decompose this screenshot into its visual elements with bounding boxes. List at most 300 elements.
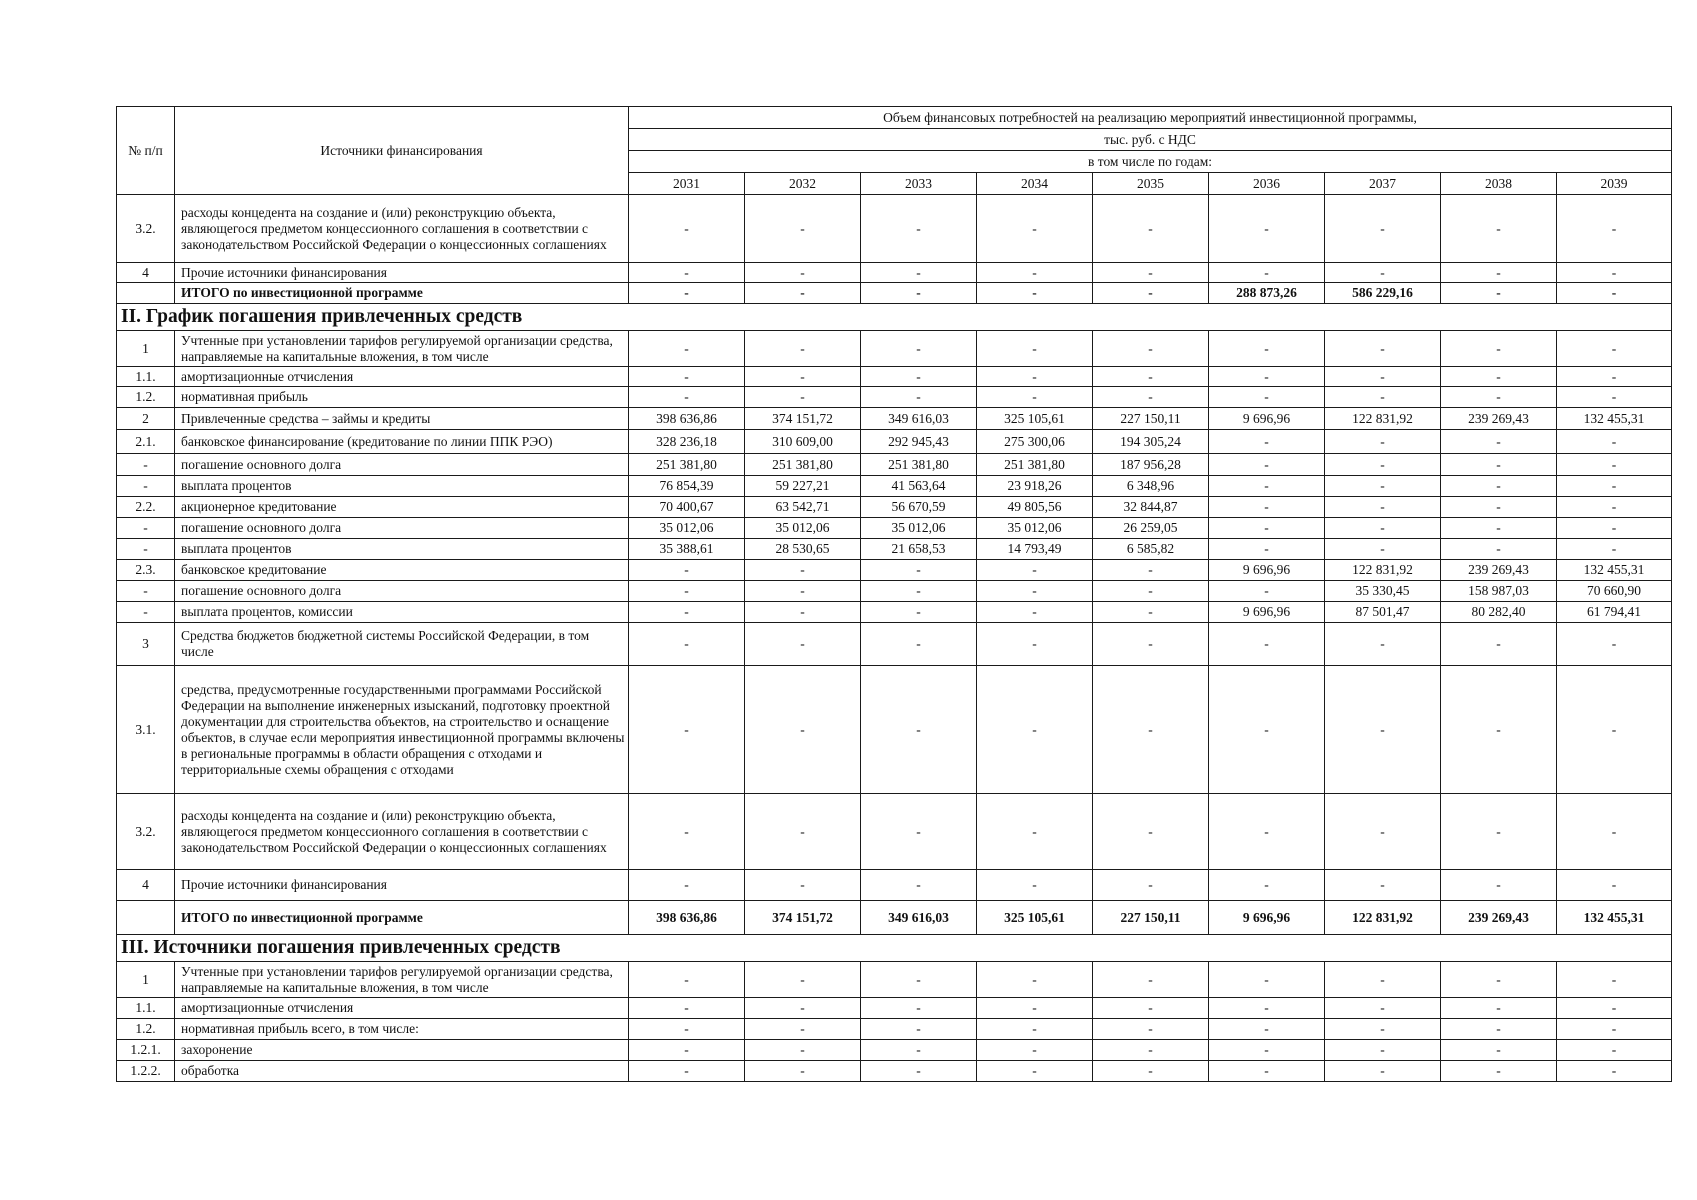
value-cell: - — [629, 283, 745, 304]
row-number — [117, 283, 175, 304]
value-cell: - — [1325, 998, 1441, 1019]
value-cell: - — [977, 263, 1093, 283]
value-cell: - — [1325, 539, 1441, 560]
row-source-name: нормативная прибыль всего, в том числе: — [175, 1019, 629, 1040]
value-cell: - — [1209, 794, 1325, 870]
row-source-name: средства, предусмотренные государственными программами Российской Федерации на выполнение инженерных изысканий, подготовку проектной документации для строительства объектов, на строительство и оснащение объектов, в случае если мероприятия инвестиционной программы включены в региональные программы в области обращения с отходами и территориальные схемы обращения с отходами — [175, 666, 629, 794]
value-cell: - — [977, 794, 1093, 870]
value-cell: - — [1093, 283, 1209, 304]
value-cell: - — [977, 623, 1093, 666]
value-cell: - — [745, 283, 861, 304]
value-cell: - — [1325, 367, 1441, 387]
value-cell: - — [1209, 263, 1325, 283]
row-number: - — [117, 454, 175, 476]
row-source-name: погашение основного долга — [175, 454, 629, 476]
table-row — [117, 602, 1672, 623]
value-cell: - — [861, 962, 977, 998]
row-number: 1.2.1. — [117, 1040, 175, 1061]
value-cell: - — [1325, 497, 1441, 518]
value-cell: - — [977, 560, 1093, 581]
table-row — [117, 581, 1672, 602]
row-source-name: погашение основного долга — [175, 581, 629, 602]
value-cell: - — [629, 387, 745, 408]
value-cell: - — [1093, 998, 1209, 1019]
value-cell: - — [1441, 387, 1557, 408]
value-cell: - — [1325, 518, 1441, 539]
value-cell: 9 696,96 — [1209, 901, 1325, 935]
value-cell: - — [861, 666, 977, 794]
row-source-name: выплата процентов — [175, 539, 629, 560]
table-row — [117, 195, 1672, 263]
total-row — [117, 283, 1672, 304]
value-cell: - — [1441, 1061, 1557, 1082]
value-cell: - — [861, 1019, 977, 1040]
value-cell: 251 381,80 — [629, 454, 745, 476]
value-cell: 374 151,72 — [745, 901, 861, 935]
value-cell: - — [629, 962, 745, 998]
value-cell: - — [1093, 870, 1209, 901]
value-cell: 6 348,96 — [1093, 476, 1209, 497]
value-cell: - — [629, 263, 745, 283]
value-cell: 239 269,43 — [1441, 901, 1557, 935]
value-cell: - — [861, 387, 977, 408]
value-cell: - — [977, 387, 1093, 408]
row-source-name: ИТОГО по инвестиционной программе — [175, 283, 629, 304]
row-source-name: Средства бюджетов бюджетной системы Российской Федерации, в том числе — [175, 623, 629, 666]
header-col-source: Источники финансирования — [175, 107, 629, 195]
value-cell: - — [1557, 998, 1672, 1019]
value-cell: 6 585,82 — [1093, 539, 1209, 560]
value-cell: - — [629, 870, 745, 901]
total-row — [117, 901, 1672, 935]
value-cell: - — [1209, 367, 1325, 387]
value-cell: - — [745, 794, 861, 870]
value-cell: - — [1557, 623, 1672, 666]
value-cell: - — [1325, 263, 1441, 283]
table-row — [117, 870, 1672, 901]
value-cell: 9 696,96 — [1209, 408, 1325, 430]
value-cell: 35 012,06 — [629, 518, 745, 539]
value-cell: - — [1209, 581, 1325, 602]
row-source-name: выплата процентов — [175, 476, 629, 497]
value-cell: - — [745, 602, 861, 623]
row-number: 1.1. — [117, 998, 175, 1019]
value-cell: - — [861, 581, 977, 602]
value-cell: - — [861, 602, 977, 623]
value-cell: 251 381,80 — [861, 454, 977, 476]
value-cell: 251 381,80 — [745, 454, 861, 476]
value-cell: - — [1093, 666, 1209, 794]
value-cell: 275 300,06 — [977, 430, 1093, 454]
header-year: 2034 — [977, 173, 1093, 195]
value-cell: - — [977, 666, 1093, 794]
value-cell: - — [977, 283, 1093, 304]
value-cell: - — [1209, 998, 1325, 1019]
value-cell: - — [1441, 497, 1557, 518]
value-cell: - — [1209, 666, 1325, 794]
value-cell: 35 388,61 — [629, 539, 745, 560]
table-row — [117, 1019, 1672, 1040]
value-cell: 122 831,92 — [1325, 901, 1441, 935]
value-cell: - — [1209, 1040, 1325, 1061]
value-cell: - — [1209, 518, 1325, 539]
value-cell: 239 269,43 — [1441, 408, 1557, 430]
value-cell: 349 616,03 — [861, 408, 977, 430]
table-row — [117, 331, 1672, 367]
value-cell: - — [1093, 331, 1209, 367]
section-title: II. График погашения привлеченных средств — [117, 304, 1672, 331]
value-cell: 9 696,96 — [1209, 560, 1325, 581]
value-cell: 251 381,80 — [977, 454, 1093, 476]
value-cell: - — [629, 367, 745, 387]
value-cell: - — [629, 998, 745, 1019]
value-cell: - — [745, 666, 861, 794]
value-cell: - — [977, 998, 1093, 1019]
value-cell: 14 793,49 — [977, 539, 1093, 560]
header-year: 2039 — [1557, 173, 1672, 195]
value-cell: - — [1325, 1019, 1441, 1040]
row-number: - — [117, 581, 175, 602]
row-number: 1 — [117, 331, 175, 367]
value-cell: - — [1441, 1019, 1557, 1040]
value-cell: 35 012,06 — [861, 518, 977, 539]
header-title-line3: в том числе по годам: — [629, 151, 1672, 173]
value-cell: 194 305,24 — [1093, 430, 1209, 454]
value-cell: - — [1209, 962, 1325, 998]
row-number: 1 — [117, 962, 175, 998]
value-cell: - — [1093, 1061, 1209, 1082]
value-cell: - — [1557, 962, 1672, 998]
value-cell: 328 236,18 — [629, 430, 745, 454]
value-cell: - — [745, 1061, 861, 1082]
value-cell: 61 794,41 — [1557, 602, 1672, 623]
value-cell: 227 150,11 — [1093, 408, 1209, 430]
value-cell: 63 542,71 — [745, 497, 861, 518]
row-number: 2 — [117, 408, 175, 430]
value-cell: 80 282,40 — [1441, 602, 1557, 623]
value-cell: - — [1557, 387, 1672, 408]
value-cell: - — [1557, 1061, 1672, 1082]
header-year: 2032 — [745, 173, 861, 195]
row-source-name: обработка — [175, 1061, 629, 1082]
value-cell: - — [1093, 560, 1209, 581]
value-cell: 132 455,31 — [1557, 408, 1672, 430]
value-cell: - — [745, 623, 861, 666]
value-cell: - — [1093, 195, 1209, 263]
value-cell: - — [1557, 367, 1672, 387]
header-year: 2033 — [861, 173, 977, 195]
row-source-name: банковское кредитование — [175, 560, 629, 581]
row-number — [117, 901, 175, 935]
value-cell: - — [1557, 539, 1672, 560]
row-source-name: амортизационные отчисления — [175, 998, 629, 1019]
value-cell: - — [745, 331, 861, 367]
value-cell: - — [861, 1061, 977, 1082]
value-cell: 374 151,72 — [745, 408, 861, 430]
value-cell: - — [1209, 476, 1325, 497]
value-cell: - — [1441, 794, 1557, 870]
value-cell: - — [861, 794, 977, 870]
table-row — [117, 560, 1672, 581]
value-cell: - — [977, 367, 1093, 387]
value-cell: 35 012,06 — [977, 518, 1093, 539]
value-cell: - — [745, 962, 861, 998]
value-cell: - — [1441, 1040, 1557, 1061]
row-source-name: выплата процентов, комиссии — [175, 602, 629, 623]
value-cell: - — [745, 1040, 861, 1061]
value-cell: - — [1557, 454, 1672, 476]
table-row — [117, 794, 1672, 870]
value-cell: - — [1325, 794, 1441, 870]
value-cell: - — [1325, 195, 1441, 263]
value-cell: - — [1209, 870, 1325, 901]
value-cell: - — [861, 560, 977, 581]
value-cell: - — [1557, 794, 1672, 870]
table-row — [117, 408, 1672, 430]
value-cell: - — [1557, 476, 1672, 497]
value-cell: 227 150,11 — [1093, 901, 1209, 935]
value-cell: 87 501,47 — [1325, 602, 1441, 623]
row-number: 2.1. — [117, 430, 175, 454]
value-cell: 56 670,59 — [861, 497, 977, 518]
row-number: 3.1. — [117, 666, 175, 794]
table-row — [117, 998, 1672, 1019]
row-number: 2.3. — [117, 560, 175, 581]
value-cell: - — [629, 1040, 745, 1061]
value-cell: - — [1441, 476, 1557, 497]
row-number: 1.2. — [117, 1019, 175, 1040]
row-source-name: погашение основного долга — [175, 518, 629, 539]
table-row — [117, 430, 1672, 454]
value-cell: - — [977, 195, 1093, 263]
value-cell: - — [1093, 1040, 1209, 1061]
row-number: - — [117, 539, 175, 560]
value-cell: 70 660,90 — [1557, 581, 1672, 602]
value-cell: - — [629, 195, 745, 263]
row-number: 1.2. — [117, 387, 175, 408]
table-row — [117, 387, 1672, 408]
row-number: 3.2. — [117, 195, 175, 263]
row-number: 1.2.2. — [117, 1061, 175, 1082]
value-cell: - — [1557, 1040, 1672, 1061]
row-number: 3 — [117, 623, 175, 666]
value-cell: - — [1325, 623, 1441, 666]
value-cell: 35 012,06 — [745, 518, 861, 539]
value-cell: 292 945,43 — [861, 430, 977, 454]
row-source-name: Прочие источники финансирования — [175, 263, 629, 283]
value-cell: 41 563,64 — [861, 476, 977, 497]
value-cell: - — [1441, 454, 1557, 476]
value-cell: - — [1557, 430, 1672, 454]
value-cell: 70 400,67 — [629, 497, 745, 518]
value-cell: 23 918,26 — [977, 476, 1093, 497]
header-title-line2: тыс. руб. с НДС — [629, 129, 1672, 151]
value-cell: - — [977, 870, 1093, 901]
value-cell: - — [1209, 1061, 1325, 1082]
value-cell: - — [1557, 195, 1672, 263]
row-source-name: акционерное кредитование — [175, 497, 629, 518]
table-row — [117, 518, 1672, 539]
value-cell: 21 658,53 — [861, 539, 977, 560]
value-cell: - — [1209, 195, 1325, 263]
section-title: III. Источники погашения привлеченных средств — [117, 935, 1672, 962]
table-header — [117, 107, 1672, 195]
value-cell: - — [745, 581, 861, 602]
row-source-name: нормативная прибыль — [175, 387, 629, 408]
value-cell: - — [1441, 331, 1557, 367]
row-source-name: Учтенные при установлении тарифов регулируемой организации средства, направляемые на капитальные вложения, в том числе — [175, 331, 629, 367]
value-cell: - — [1441, 666, 1557, 794]
header-year: 2031 — [629, 173, 745, 195]
header-col-number: № п/п — [117, 107, 175, 195]
value-cell: - — [977, 331, 1093, 367]
value-cell: - — [1325, 1040, 1441, 1061]
value-cell: - — [1441, 263, 1557, 283]
row-source-name: расходы концедента на создание и (или) реконструкцию объекта, являющегося предметом концессионного соглашения в соответствии с законодательством Российской Федерации о концессионных соглашениях — [175, 195, 629, 263]
table-row — [117, 1040, 1672, 1061]
value-cell: - — [1209, 539, 1325, 560]
value-cell: - — [1093, 623, 1209, 666]
row-number: 4 — [117, 263, 175, 283]
table-row — [117, 454, 1672, 476]
value-cell: - — [977, 1040, 1093, 1061]
value-cell: 349 616,03 — [861, 901, 977, 935]
value-cell: - — [1557, 331, 1672, 367]
row-number: 3.2. — [117, 794, 175, 870]
value-cell: - — [1557, 518, 1672, 539]
value-cell: - — [1093, 581, 1209, 602]
value-cell: - — [1209, 497, 1325, 518]
value-cell: - — [861, 1040, 977, 1061]
value-cell: 310 609,00 — [745, 430, 861, 454]
value-cell: - — [745, 195, 861, 263]
value-cell: - — [861, 331, 977, 367]
table-row — [117, 623, 1672, 666]
table-row — [117, 1061, 1672, 1082]
table-row — [117, 962, 1672, 998]
value-cell: - — [1093, 962, 1209, 998]
section-3-heading — [117, 935, 1672, 962]
row-source-name: ИТОГО по инвестиционной программе — [175, 901, 629, 935]
value-cell: - — [1093, 387, 1209, 408]
value-cell: - — [629, 666, 745, 794]
table-row — [117, 367, 1672, 387]
row-source-name: Привлеченные средства – займы и кредиты — [175, 408, 629, 430]
value-cell: - — [629, 794, 745, 870]
value-cell: 32 844,87 — [1093, 497, 1209, 518]
value-cell: 9 696,96 — [1209, 602, 1325, 623]
investment-program-table-page — [116, 106, 1671, 1082]
value-cell: - — [745, 367, 861, 387]
value-cell: - — [1325, 454, 1441, 476]
header-year: 2037 — [1325, 173, 1441, 195]
value-cell: - — [1441, 623, 1557, 666]
value-cell: - — [629, 331, 745, 367]
value-cell: - — [1557, 870, 1672, 901]
value-cell: - — [1441, 998, 1557, 1019]
value-cell: - — [1325, 870, 1441, 901]
value-cell: 132 455,31 — [1557, 901, 1672, 935]
row-number: - — [117, 518, 175, 539]
value-cell: - — [977, 962, 1093, 998]
table-row — [117, 666, 1672, 794]
value-cell: - — [1325, 430, 1441, 454]
value-cell: - — [1209, 331, 1325, 367]
value-cell: - — [745, 387, 861, 408]
value-cell: 586 229,16 — [1325, 283, 1441, 304]
header-year: 2036 — [1209, 173, 1325, 195]
value-cell: 35 330,45 — [1325, 581, 1441, 602]
value-cell: 122 831,92 — [1325, 560, 1441, 581]
value-cell: - — [745, 1019, 861, 1040]
value-cell: - — [629, 602, 745, 623]
value-cell: - — [977, 1019, 1093, 1040]
row-source-name: захоронение — [175, 1040, 629, 1061]
value-cell: - — [1557, 283, 1672, 304]
value-cell: - — [1441, 283, 1557, 304]
value-cell: - — [1325, 1061, 1441, 1082]
value-cell: - — [861, 367, 977, 387]
value-cell: - — [629, 1061, 745, 1082]
value-cell: 325 105,61 — [977, 901, 1093, 935]
value-cell: - — [745, 998, 861, 1019]
table-row — [117, 263, 1672, 283]
value-cell: - — [861, 623, 977, 666]
value-cell: - — [1325, 476, 1441, 497]
row-source-name: банковское финансирование (кредитование по линии ППК РЭО) — [175, 430, 629, 454]
row-number: 2.2. — [117, 497, 175, 518]
row-source-name: амортизационные отчисления — [175, 367, 629, 387]
row-number: - — [117, 602, 175, 623]
value-cell: - — [1441, 195, 1557, 263]
value-cell: - — [1441, 518, 1557, 539]
value-cell: - — [1209, 454, 1325, 476]
value-cell: - — [1325, 962, 1441, 998]
row-number: - — [117, 476, 175, 497]
value-cell: - — [1441, 870, 1557, 901]
value-cell: - — [1557, 263, 1672, 283]
header-year: 2035 — [1093, 173, 1209, 195]
value-cell: - — [1325, 666, 1441, 794]
row-source-name: Прочие источники финансирования — [175, 870, 629, 901]
value-cell: - — [977, 581, 1093, 602]
value-cell: 49 805,56 — [977, 497, 1093, 518]
section-2-heading — [117, 304, 1672, 331]
value-cell: - — [1093, 1019, 1209, 1040]
value-cell: 122 831,92 — [1325, 408, 1441, 430]
table-row — [117, 497, 1672, 518]
value-cell: - — [977, 602, 1093, 623]
value-cell: - — [977, 1061, 1093, 1082]
value-cell: - — [629, 1019, 745, 1040]
value-cell: - — [1209, 387, 1325, 408]
value-cell: 325 105,61 — [977, 408, 1093, 430]
value-cell: 26 259,05 — [1093, 518, 1209, 539]
value-cell: - — [1209, 430, 1325, 454]
value-cell: 288 873,26 — [1209, 283, 1325, 304]
value-cell: - — [1093, 794, 1209, 870]
value-cell: - — [1557, 497, 1672, 518]
value-cell: - — [1557, 666, 1672, 794]
value-cell: - — [745, 560, 861, 581]
value-cell: - — [861, 998, 977, 1019]
row-number: 1.1. — [117, 367, 175, 387]
row-source-name: расходы концедента на создание и (или) реконструкцию объекта, являющегося предметом концессионного соглашения в соответствии с законодательством Российской Федерации о концессионных соглашениях — [175, 794, 629, 870]
value-cell: - — [1441, 539, 1557, 560]
value-cell: 76 854,39 — [629, 476, 745, 497]
value-cell: - — [1325, 387, 1441, 408]
value-cell: - — [745, 263, 861, 283]
